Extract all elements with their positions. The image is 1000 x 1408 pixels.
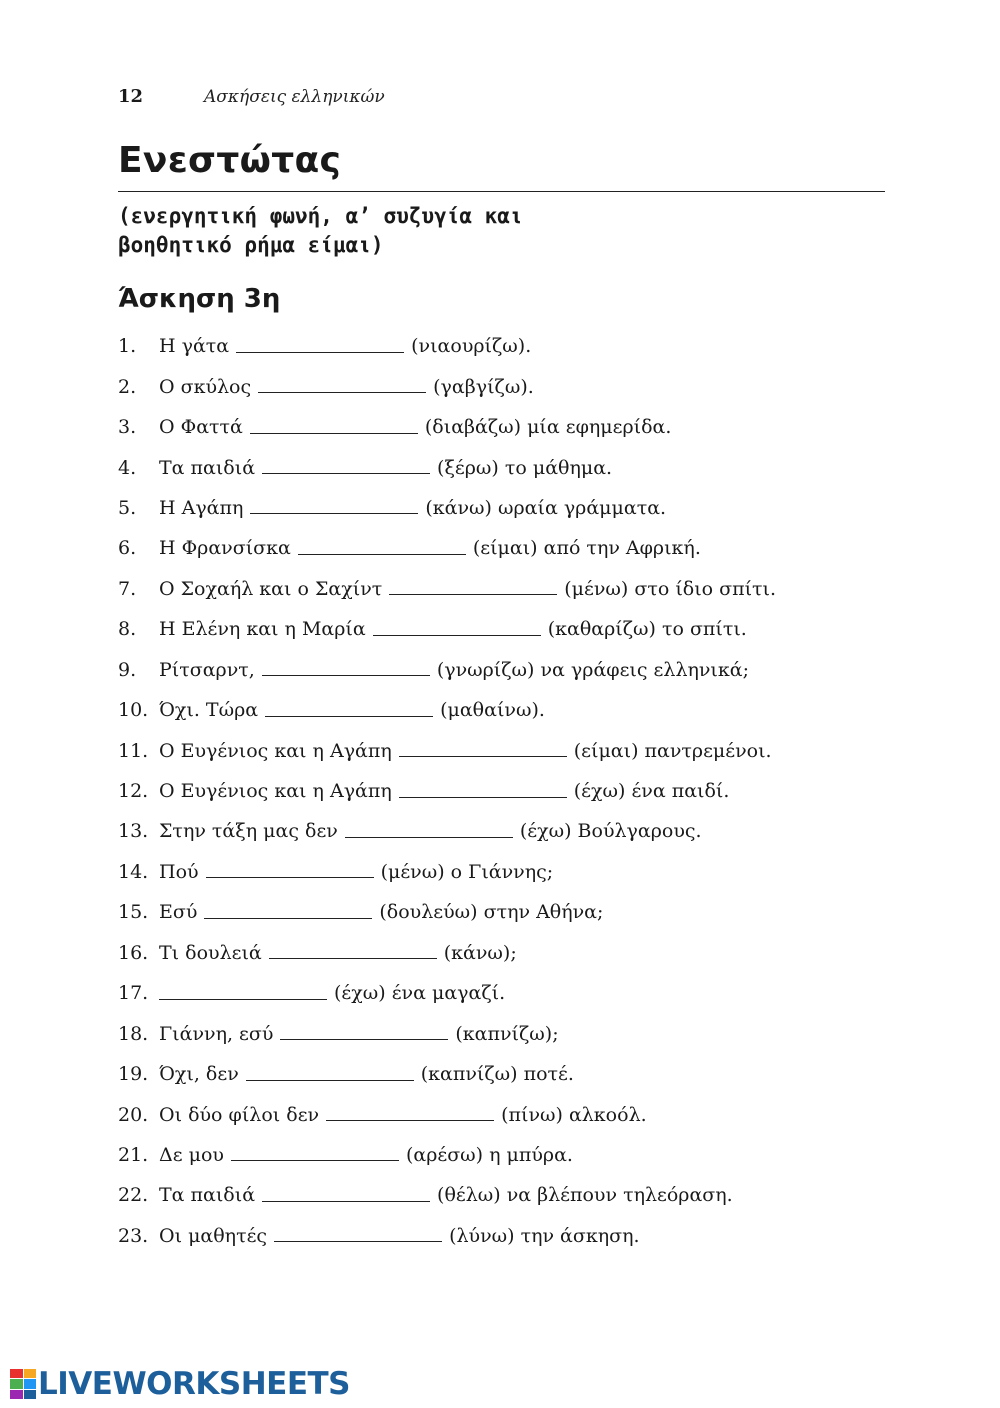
item-number: 10. (118, 699, 149, 722)
item-prefix-text: Ο Φαττά (159, 416, 243, 439)
answer-blank[interactable] (345, 817, 513, 838)
exercise-item (118, 569, 776, 609)
answer-blank[interactable] (373, 615, 541, 636)
exercise-item (118, 690, 776, 730)
logo-square (10, 1379, 23, 1388)
item-prefix-text: Ο σκύλος (159, 375, 252, 398)
item-prefix-text: Η Αγάπη (159, 496, 244, 519)
exercise-heading: Άσκηση 3η (118, 284, 281, 314)
item-suffix-text: (κάνω) ωραία γράμματα. (425, 496, 667, 519)
item-prefix-text: Η γάτα (159, 335, 230, 358)
item-suffix-text: (νιαουρίζω). (411, 335, 532, 358)
answer-blank[interactable] (246, 1060, 414, 1081)
exercise-item (118, 366, 776, 406)
item-number: 13. (118, 820, 149, 843)
answer-blank[interactable] (274, 1221, 442, 1242)
answer-blank[interactable] (159, 979, 327, 1000)
answer-blank[interactable] (389, 574, 557, 595)
item-number: 4. (118, 456, 137, 479)
item-prefix-text: Ο Ευγένιος και η Αγάπη (159, 739, 392, 762)
exercise-item (118, 852, 776, 892)
item-suffix-text: (γνωρίζω) να γράφεις ελληνικά; (436, 658, 749, 681)
item-suffix-text: (μαθαίνω). (440, 699, 545, 722)
item-prefix-text: Τα παιδιά (159, 456, 256, 479)
answer-blank[interactable] (265, 696, 433, 717)
logo-square (24, 1379, 37, 1388)
answer-blank[interactable] (250, 493, 418, 514)
answer-blank[interactable] (326, 1100, 494, 1121)
book-title: Ασκήσεις ελληνικών (204, 87, 385, 107)
answer-blank[interactable] (399, 777, 567, 798)
exercise-item (118, 730, 776, 770)
item-number: 3. (118, 416, 137, 439)
exercise-item (118, 933, 776, 973)
logo-square (24, 1390, 37, 1399)
title-divider (118, 191, 885, 192)
logo-text: LIVEWORKSHEETS (38, 1366, 350, 1402)
item-number: 14. (118, 860, 149, 883)
item-number: 6. (118, 537, 137, 560)
item-prefix-text: Τι δουλειά (159, 941, 262, 964)
logo-square (24, 1369, 37, 1378)
item-number: 9. (118, 658, 137, 681)
item-number: 19. (118, 1063, 149, 1086)
logo-square (10, 1390, 23, 1399)
exercise-item (118, 447, 776, 487)
item-suffix-text: (διαβάζω) μία εφημερίδα. (424, 416, 672, 439)
item-prefix-text: Οι δύο φίλοι δεν (159, 1103, 320, 1126)
page-number: 12 (118, 86, 144, 107)
exercise-list (118, 326, 776, 1256)
item-suffix-text: (καπνίζω); (455, 1022, 559, 1045)
exercise-item (118, 892, 776, 932)
item-number: 23. (118, 1224, 149, 1247)
exercise-item (118, 1216, 776, 1256)
exercise-item (118, 1135, 776, 1175)
item-prefix-text: Στην τάξη μας δεν (159, 820, 338, 843)
exercise-item (118, 528, 776, 568)
exercise-item (118, 1013, 776, 1053)
item-suffix-text: (γαβγίζω). (433, 375, 534, 398)
item-number: 20. (118, 1103, 149, 1126)
logo-square (10, 1369, 23, 1378)
exercise-item (118, 326, 776, 366)
liveworksheets-logo (10, 1366, 350, 1402)
answer-blank[interactable] (262, 1181, 430, 1202)
item-number: 1. (118, 335, 137, 358)
item-suffix-text: (είμαι) από την Αφρική. (472, 537, 701, 560)
item-suffix-text: (καπνίζω) ποτέ. (420, 1063, 574, 1086)
answer-blank[interactable] (269, 938, 437, 959)
item-prefix-text: Όχι, δεν (159, 1063, 239, 1086)
item-suffix-text: (πίνω) αλκοόλ. (501, 1103, 647, 1126)
item-suffix-text: (μένω) ο Γιάννης; (380, 860, 554, 883)
item-number: 22. (118, 1184, 149, 1207)
item-suffix-text: (έχω) Βούλγαρους. (519, 820, 702, 843)
item-suffix-text: (λύνω) την άσκηση. (449, 1224, 640, 1247)
item-suffix-text: (θέλω) να βλέπουν τηλεόραση. (437, 1184, 733, 1207)
item-suffix-text: (έχω) ένα παιδί. (573, 780, 730, 803)
item-prefix-text: Η Ελένη και η Μαρία (159, 618, 366, 641)
page-title: Ενεστώτας (118, 140, 342, 181)
item-suffix-text: (είμαι) παντρεμένοι. (573, 739, 772, 762)
item-number: 5. (118, 496, 137, 519)
exercise-item (118, 488, 776, 528)
answer-blank[interactable] (262, 655, 430, 676)
item-prefix-text: Εσύ (159, 901, 198, 924)
subtitle-line-1: (ενεργητική φωνή, α’ συζυγία και (118, 204, 523, 228)
page-header (118, 86, 385, 107)
answer-blank[interactable] (298, 534, 466, 555)
answer-blank[interactable] (258, 372, 426, 393)
answer-blank[interactable] (250, 413, 418, 434)
item-number: 12. (118, 780, 149, 803)
answer-blank[interactable] (399, 736, 567, 757)
item-suffix-text: (έχω) ένα μαγαζί. (334, 982, 506, 1005)
answer-blank[interactable] (204, 898, 372, 919)
item-prefix-text: Γιάννη, εσύ (159, 1022, 274, 1045)
exercise-item (118, 811, 776, 851)
item-number: 17. (118, 982, 149, 1005)
item-suffix-text: (καθαρίζω) το σπίτι. (547, 618, 747, 641)
exercise-item (118, 1175, 776, 1215)
item-prefix-text: Τα παιδιά (159, 1184, 256, 1207)
item-prefix-text: Η Φρανσίσκα (159, 537, 291, 560)
exercise-item (118, 771, 776, 811)
item-prefix-text: Δε μου (159, 1143, 224, 1166)
answer-blank[interactable] (236, 332, 404, 353)
item-prefix-text: Όχι. Τώρα (159, 699, 259, 722)
subtitle-line-2: βοηθητικό ρήμα είμαι) (118, 233, 384, 257)
item-prefix-text: Οι μαθητές (159, 1224, 268, 1247)
item-suffix-text: (κάνω); (443, 941, 517, 964)
answer-blank[interactable] (262, 453, 430, 474)
exercise-item (118, 973, 776, 1013)
item-prefix-text: Ο Ευγένιος και η Αγάπη (159, 780, 392, 803)
exercise-item (118, 1094, 776, 1134)
item-number: 2. (118, 375, 137, 398)
item-number: 7. (118, 577, 137, 600)
subtitle (118, 202, 523, 260)
answer-blank[interactable] (231, 1140, 399, 1161)
item-suffix-text: (μένω) στο ίδιο σπίτι. (564, 577, 777, 600)
answer-blank[interactable] (280, 1019, 448, 1040)
item-suffix-text: (δουλεύω) στην Αθήνα; (379, 901, 604, 924)
item-number: 18. (118, 1022, 149, 1045)
item-number: 15. (118, 901, 149, 924)
item-prefix-text: Ρίτσαρντ, (159, 658, 255, 681)
exercise-item (118, 1054, 776, 1094)
item-number: 16. (118, 941, 149, 964)
exercise-item (118, 650, 776, 690)
item-prefix-text: Ο Σοχαήλ και ο Σαχίντ (159, 577, 383, 600)
answer-blank[interactable] (206, 857, 374, 878)
exercise-item (118, 407, 776, 447)
logo-mark-icon (10, 1369, 36, 1399)
exercise-item (118, 609, 776, 649)
item-number: 11. (118, 739, 149, 762)
item-suffix-text: (αρέσω) η μπύρα. (405, 1143, 573, 1166)
item-prefix-text: Πού (159, 860, 199, 883)
item-number: 21. (118, 1143, 149, 1166)
item-number: 8. (118, 618, 137, 641)
item-suffix-text: (ξέρω) το μάθημα. (437, 456, 613, 479)
